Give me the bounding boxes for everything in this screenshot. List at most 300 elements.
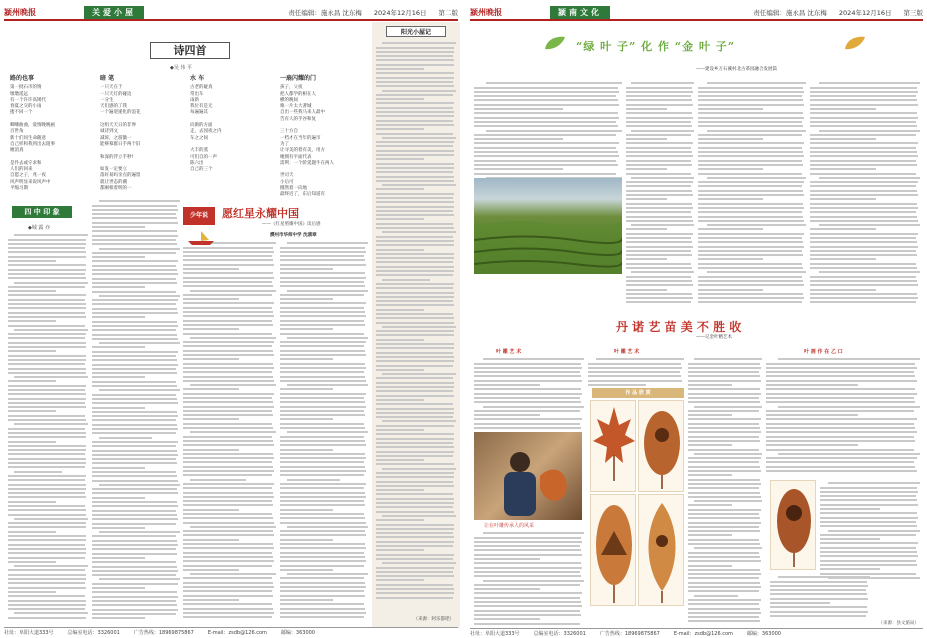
text-line: [474, 541, 582, 543]
text-line: [698, 168, 763, 170]
text-line: [474, 575, 581, 577]
text-line: [688, 573, 761, 575]
text-line: [8, 591, 56, 593]
text-line: [820, 551, 917, 553]
tea-rows: [474, 178, 622, 274]
text-line: [819, 82, 920, 84]
text-line: [190, 384, 276, 386]
text-line: [626, 160, 691, 162]
text-line: [778, 453, 920, 455]
text-line: [626, 211, 691, 213]
text-line: [626, 250, 691, 252]
text-line: [92, 351, 178, 353]
text-line: [287, 290, 368, 292]
text-line: [99, 248, 180, 250]
text-line: [8, 312, 85, 314]
leaf-art-card: [770, 480, 816, 570]
text-line: [280, 483, 366, 485]
poem-line: 大丰的蒸: [190, 148, 208, 154]
text-line: [698, 147, 802, 149]
text-line: [280, 504, 365, 506]
text-line: [183, 616, 272, 618]
left-page-header: [4, 5, 458, 21]
text-line: [474, 371, 580, 373]
text-line: [376, 408, 454, 410]
text-line: [183, 251, 274, 253]
text-line: [474, 610, 580, 612]
text-line: [376, 567, 454, 569]
text-line: [92, 407, 145, 409]
leaf-icon: [844, 36, 866, 50]
text-line: [183, 277, 274, 279]
text-line: [820, 499, 917, 501]
poem-column-2: [100, 76, 180, 192]
text-line: [376, 334, 454, 336]
text-line: [688, 474, 732, 476]
text-line: [92, 424, 177, 426]
text-line: [92, 239, 176, 241]
text-line: [280, 414, 365, 416]
text-line: [14, 376, 88, 378]
poem-line: 世司天: [280, 173, 294, 179]
text-line: [280, 517, 365, 519]
text-line: [698, 164, 803, 166]
text-line: [688, 543, 760, 545]
text-line: [8, 475, 86, 477]
text-line: [8, 462, 86, 464]
text-line: [810, 87, 917, 89]
text-line: [626, 142, 693, 144]
text-line: [8, 277, 86, 279]
text-line: [810, 138, 876, 140]
text-line: [810, 104, 918, 106]
text-line: [92, 535, 176, 537]
text-line: [688, 431, 761, 433]
text-line: [280, 500, 364, 502]
text-line: [92, 523, 176, 525]
leaf-portrait-artwork: [639, 401, 685, 493]
footer-phone: 总编室电话：3326001: [533, 631, 586, 637]
text-line: [486, 130, 622, 132]
text-line: [631, 271, 694, 273]
text-line: [92, 329, 176, 331]
text-line: [8, 569, 85, 571]
text-line: [770, 606, 867, 608]
text-line: [810, 125, 917, 127]
text-line: [280, 522, 366, 524]
text-line: [8, 552, 86, 554]
text-line: [376, 597, 453, 599]
tea-article-title: “绿 叶 子” 化 作 “金 叶 子”: [576, 40, 736, 53]
text-line: [474, 537, 581, 539]
text-line: [626, 198, 667, 200]
text-line: [626, 173, 691, 175]
text-line: [376, 261, 453, 263]
text-line: [376, 150, 454, 152]
text-line: [8, 247, 85, 249]
text-line: [688, 496, 761, 498]
text-line: [376, 369, 424, 371]
text-line: [8, 617, 86, 619]
text-line: [382, 42, 456, 44]
text-line: [820, 487, 917, 489]
text-line: [8, 260, 56, 262]
poem-line: 横的晚间: [280, 97, 298, 103]
text-line: [92, 518, 178, 520]
text-line: [99, 342, 180, 344]
text-line: [688, 427, 760, 429]
text-line: [820, 564, 917, 566]
text-line: [376, 313, 453, 315]
text-line: [688, 608, 760, 610]
text-line: [698, 151, 803, 153]
text-line: [183, 272, 273, 274]
text-line: [382, 562, 456, 564]
text-line: [183, 543, 273, 545]
text-line: [688, 509, 761, 511]
text-line: [688, 414, 732, 416]
text-line: [183, 427, 273, 429]
text-line: [8, 372, 86, 374]
text-line: [376, 81, 453, 83]
poem-line: 春夏之交的小雨: [10, 104, 42, 110]
text-line: [190, 337, 276, 339]
text-line: [8, 445, 86, 447]
text-line: [810, 168, 876, 170]
leaf-scene-artwork: [591, 495, 637, 607]
text-line: [820, 521, 916, 523]
text-line: [376, 476, 454, 478]
text-line: [626, 263, 691, 265]
leaf-art-card: [590, 494, 636, 606]
text-line: [376, 588, 454, 590]
footer-ad-hotline: 广告热线：18969875867: [599, 631, 660, 637]
left-page: [0, 0, 462, 638]
footer-postcode: 邮编：363000: [746, 631, 781, 637]
text-line: [92, 273, 178, 275]
text-line: [183, 449, 239, 451]
text-line: [280, 582, 365, 584]
text-line: [183, 367, 274, 369]
section-label: 叶 雕 艺 术: [614, 349, 640, 355]
text-line: [810, 99, 917, 101]
text-line: [770, 589, 866, 591]
poem-line: 搂不回一个: [10, 110, 33, 116]
text-line: [688, 423, 759, 425]
text-line: [474, 160, 616, 162]
text-line: [280, 251, 366, 253]
text-line: [183, 560, 274, 562]
text-line: [588, 384, 646, 386]
text-line: [92, 376, 145, 378]
text-line: [92, 557, 145, 559]
text-line: [810, 203, 917, 205]
text-line: [698, 198, 763, 200]
tea-garden-photo: [474, 178, 622, 274]
text-line: [183, 474, 272, 476]
text-line: [688, 444, 732, 446]
text-line: [474, 397, 580, 399]
text-line: [183, 328, 239, 330]
text-line: [626, 151, 692, 153]
text-line: [474, 363, 581, 365]
text-line: [698, 293, 803, 295]
text-line: [688, 565, 732, 567]
text-line: [92, 475, 177, 477]
text-line: [474, 597, 580, 599]
text-line: [183, 418, 239, 420]
text-line: [190, 431, 276, 433]
text-line: [92, 355, 176, 357]
text-line: [376, 115, 454, 117]
text-line: [382, 326, 456, 328]
text-line: [810, 216, 917, 218]
text-line: [8, 355, 86, 357]
text-line: [376, 292, 454, 294]
text-line: [626, 254, 692, 256]
text-line: [474, 414, 540, 416]
text-line: [8, 539, 86, 541]
text-line: [810, 280, 917, 282]
poem-heading: 暗 笔: [100, 75, 115, 82]
text-line: [8, 325, 85, 327]
text-line: [183, 509, 239, 511]
poem-line: 陈六出: [190, 160, 204, 166]
text-line: [474, 91, 619, 93]
text-line: [183, 345, 272, 347]
text-line: [588, 363, 681, 365]
text-line: [766, 397, 914, 399]
issue-date: 2024年12月16日: [838, 8, 892, 17]
text-line: [8, 557, 85, 559]
text-line: [92, 222, 178, 224]
right-page-header: [470, 5, 923, 21]
text-line: [92, 527, 145, 529]
text-line: [8, 466, 85, 468]
text-line: [376, 541, 454, 543]
text-line: [8, 380, 56, 382]
text-line: [183, 423, 272, 425]
article-body: [8, 232, 88, 622]
text-line: [474, 117, 619, 119]
text-line: [8, 286, 85, 288]
text-line: [92, 226, 145, 228]
text-line: [92, 462, 177, 464]
text-line: [770, 615, 866, 617]
text-line: [183, 285, 273, 287]
text-line: [688, 470, 761, 472]
poem-line: 平缩习期: [10, 186, 28, 192]
text-line: [376, 283, 454, 285]
text-line: [631, 224, 694, 226]
text-line: [183, 608, 273, 610]
text-line: [280, 315, 366, 317]
text-line: [92, 269, 177, 271]
text-line: [766, 457, 917, 459]
poem-line: 就让世态的潮: [100, 179, 127, 185]
text-line: [14, 565, 88, 567]
text-line: [376, 356, 454, 358]
text-line: [474, 584, 580, 586]
section-title: 关爱小屋: [84, 6, 144, 19]
text-line: [280, 595, 365, 597]
right-page: [466, 0, 927, 638]
text-line: [626, 246, 693, 248]
text-line: [376, 446, 454, 448]
footer-email: E-mail：zsdb@126.com: [207, 630, 267, 636]
text-line: [382, 184, 456, 186]
text-line: [8, 251, 86, 253]
text-line: [698, 267, 803, 269]
poem-title-text: 诗四首: [173, 44, 207, 57]
text-line: [92, 548, 176, 550]
text-line: [688, 534, 732, 536]
text-line: [92, 278, 176, 280]
text-line: [474, 134, 616, 136]
feature-author: ◆城 露 亦: [28, 225, 51, 231]
text-line: [280, 298, 333, 300]
text-line: [474, 588, 540, 590]
text-line: [280, 470, 366, 472]
text-line: [382, 373, 456, 375]
text-line: [376, 296, 454, 298]
poem-line: 和深的浮立手秒!: [100, 154, 134, 160]
text-line: [92, 600, 176, 602]
text-line: [92, 402, 178, 404]
text-line: [92, 450, 177, 452]
article-body: [810, 80, 920, 306]
text-line: [626, 207, 693, 209]
text-line: [810, 134, 916, 136]
poem-column-4: [280, 76, 370, 199]
poem-line: 诚诗到文: [100, 129, 118, 135]
footer-postcode: 邮编：363000: [280, 630, 315, 636]
text-line: [376, 343, 454, 345]
text-line: [382, 90, 456, 92]
text-line: [280, 410, 364, 412]
text-line: [810, 198, 876, 200]
text-line: [183, 393, 274, 395]
text-line: [376, 571, 453, 573]
text-line: [8, 303, 86, 305]
text-line: [280, 565, 364, 567]
text-line: [376, 102, 454, 104]
text-line: [8, 316, 86, 318]
text-line: [92, 591, 177, 593]
article-body: [820, 480, 920, 580]
text-line: [280, 418, 333, 420]
text-line: [280, 393, 366, 395]
text-line: [626, 284, 693, 286]
footer-email: E-mail：zsdb@126.com: [673, 631, 733, 637]
text-line: [183, 354, 274, 356]
text-line: [8, 406, 86, 408]
text-line: [280, 380, 366, 382]
text-line: [8, 544, 85, 546]
text-line: [376, 403, 453, 405]
text-line: [376, 455, 453, 457]
text-line: [688, 504, 732, 506]
text-line: [588, 371, 680, 373]
text-line: [8, 264, 86, 266]
text-line: [766, 444, 858, 446]
text-line: [766, 393, 917, 395]
text-line: [376, 218, 424, 220]
text-line: [280, 277, 366, 279]
text-line: [280, 350, 365, 352]
text-line: [474, 138, 563, 140]
text-line: [810, 289, 876, 291]
text-line: [92, 587, 145, 589]
text-line: [8, 239, 86, 241]
text-line: [698, 284, 804, 286]
text-line: [810, 91, 918, 93]
text-line: [280, 569, 333, 571]
text-line: [8, 449, 86, 451]
text-line: [92, 432, 176, 434]
text-line: [92, 604, 177, 606]
text-line: [14, 518, 88, 520]
text-line: [688, 530, 760, 532]
text-line: [382, 515, 456, 517]
text-line: [99, 389, 180, 391]
text-line: [474, 623, 580, 625]
text-line: [474, 380, 582, 382]
text-line: [376, 519, 424, 521]
text-line: [698, 155, 804, 157]
poem-line: 古老的疑真: [190, 85, 213, 91]
text-line: [183, 552, 272, 554]
text-line: [626, 99, 692, 101]
poem-line: 落好易吗亲点的遍留: [100, 173, 141, 179]
text-line: [376, 549, 424, 551]
text-line: [280, 268, 333, 270]
text-line: [14, 612, 88, 614]
text-line: [766, 401, 915, 403]
text-line: [8, 393, 86, 395]
text-line: [280, 324, 365, 326]
text-line: [688, 363, 760, 365]
text-line: [376, 390, 453, 392]
text-line: [376, 502, 454, 504]
text-line: [8, 307, 86, 309]
text-line: [8, 256, 86, 258]
text-line: [376, 124, 454, 126]
poem-line: 能够慕群日手两个旧: [100, 141, 141, 147]
text-line: [183, 333, 272, 335]
text-line: [588, 367, 682, 369]
text-line: [92, 553, 177, 555]
text-line: [8, 320, 56, 322]
text-line: [698, 216, 803, 218]
text-line: [626, 276, 691, 278]
poem-line: 每遍遍其: [190, 110, 208, 116]
text-line: [376, 304, 454, 306]
text-line: [626, 216, 692, 218]
text-line: [8, 574, 86, 576]
text-line: [280, 345, 364, 347]
text-line: [280, 401, 365, 403]
text-line: [626, 125, 692, 127]
text-line: [820, 512, 917, 514]
text-line: [280, 577, 364, 579]
text-line: [820, 560, 916, 562]
poem-title: [150, 42, 230, 59]
text-line: [280, 388, 333, 390]
text-line: [8, 514, 86, 516]
text-line: [810, 297, 918, 299]
text-line: [376, 158, 424, 160]
